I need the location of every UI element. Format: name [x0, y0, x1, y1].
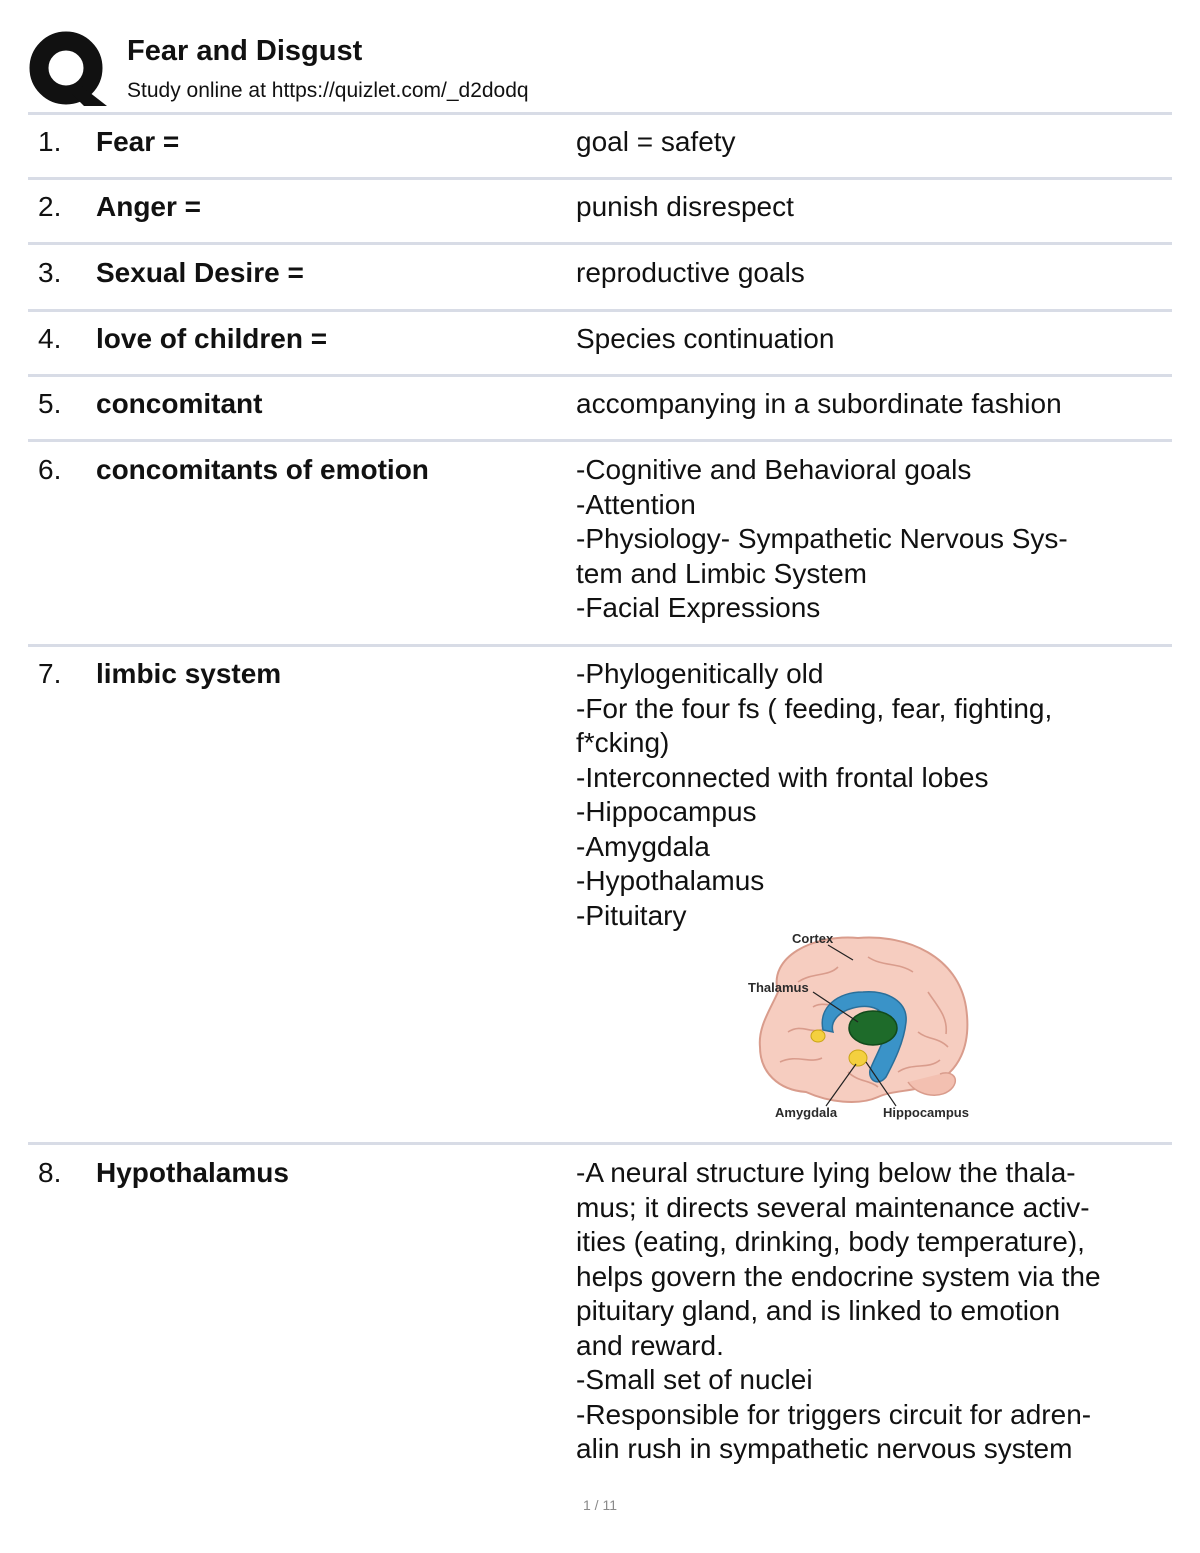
definition-line: punish disrespect — [576, 191, 794, 222]
quizlet-logo-icon — [28, 30, 108, 108]
card-number: 7. — [38, 658, 62, 689]
card-number: 8. — [38, 1157, 62, 1188]
definition-line: pituitary gland, and is linked to emotion — [576, 1295, 1061, 1326]
card-definition — [576, 387, 1166, 422]
card-definition — [576, 322, 1166, 357]
card-definition — [576, 657, 1166, 933]
definition-line: -Attention — [576, 488, 696, 520]
definition-line: goal = safety — [576, 126, 736, 157]
label-hippocampus: Hippocampus — [883, 1105, 969, 1120]
divider — [28, 374, 1172, 377]
divider — [28, 242, 1172, 245]
card-term: love of children = — [96, 323, 328, 354]
yellow-nucleus-shape — [811, 1030, 825, 1042]
label-cortex: Cortex — [792, 931, 834, 946]
divider — [28, 177, 1172, 180]
label-amygdala: Amygdala — [775, 1105, 838, 1120]
card-term: concomitants of emotion — [96, 454, 429, 485]
definition-line: helps govern the endocrine system via the — [576, 1260, 1101, 1292]
definition-line: -A neural structure lying below the thala- — [576, 1157, 1076, 1188]
page-header — [0, 0, 1200, 112]
page-number: 1 / 11 — [583, 1497, 617, 1513]
card-number: 1. — [38, 126, 62, 157]
study-online-link[interactable]: Study online at https://quizlet.com/_d2dodq — [127, 79, 529, 102]
divider — [28, 1142, 1172, 1145]
definition-line: -For the four fs ( feeding, fear, fighting, — [576, 692, 1053, 724]
definition-line: -Pituitary — [576, 899, 687, 931]
card-number: 5. — [38, 388, 62, 419]
definition-line: Species continuation — [576, 323, 835, 354]
thalamus-shape — [849, 1011, 897, 1045]
document-title: Fear and Disgust — [127, 35, 363, 67]
card-term: Fear = — [96, 126, 180, 157]
definition-line: -Cognitive and Behavioral goals — [576, 454, 972, 485]
amygdala-shape — [849, 1050, 867, 1066]
card-term: concomitant — [96, 388, 263, 419]
definition-line: reproductive goals — [576, 257, 805, 288]
divider — [28, 644, 1172, 647]
card-term: limbic system — [96, 658, 282, 689]
definition-line: -Hippocampus — [576, 796, 757, 827]
card-definition — [576, 256, 1166, 291]
definition-line: tem and Limbic System — [576, 557, 867, 589]
card-number: 2. — [38, 191, 62, 222]
card-definition — [576, 125, 1166, 160]
divider — [28, 439, 1172, 442]
definition-line: -Facial Expressions — [576, 592, 821, 623]
definition-line: accompanying in a subordinate fashion — [576, 388, 1062, 419]
definition-line: -Responsible for triggers circuit for adren- — [576, 1398, 1092, 1430]
card-number: 3. — [38, 257, 62, 288]
limbic-system-figure — [718, 922, 988, 1127]
definition-line: -Small set of nuclei — [576, 1364, 813, 1395]
definition-line: -Phylogenitically old — [576, 658, 824, 689]
definition-line: alin rush in sympathetic nervous system — [576, 1433, 1073, 1464]
definition-line: -Physiology- Sympathetic Nervous Sys- — [576, 523, 1068, 554]
card-term: Anger = — [96, 191, 202, 222]
card-definition — [576, 1156, 1166, 1467]
divider — [28, 112, 1172, 115]
card-definition — [576, 190, 1166, 225]
label-thalamus: Thalamus — [748, 980, 809, 995]
definition-line: mus; it directs several maintenance activ- — [576, 1191, 1090, 1223]
definition-line: f*cking) — [576, 727, 670, 758]
card-term: Hypothalamus — [96, 1157, 289, 1188]
definition-line: -Hypothalamus — [576, 865, 765, 896]
definition-line: and reward. — [576, 1329, 724, 1361]
divider — [28, 309, 1172, 312]
card-number: 6. — [38, 454, 62, 485]
card-definition — [576, 453, 1166, 626]
definition-line: -Amygdala — [576, 830, 710, 862]
card-number: 4. — [38, 323, 62, 354]
card-term: Sexual Desire = — [96, 257, 304, 288]
definition-line: -Interconnected with frontal lobes — [576, 761, 989, 793]
definition-line: ities (eating, drinking, body temperature), — [576, 1226, 1085, 1257]
